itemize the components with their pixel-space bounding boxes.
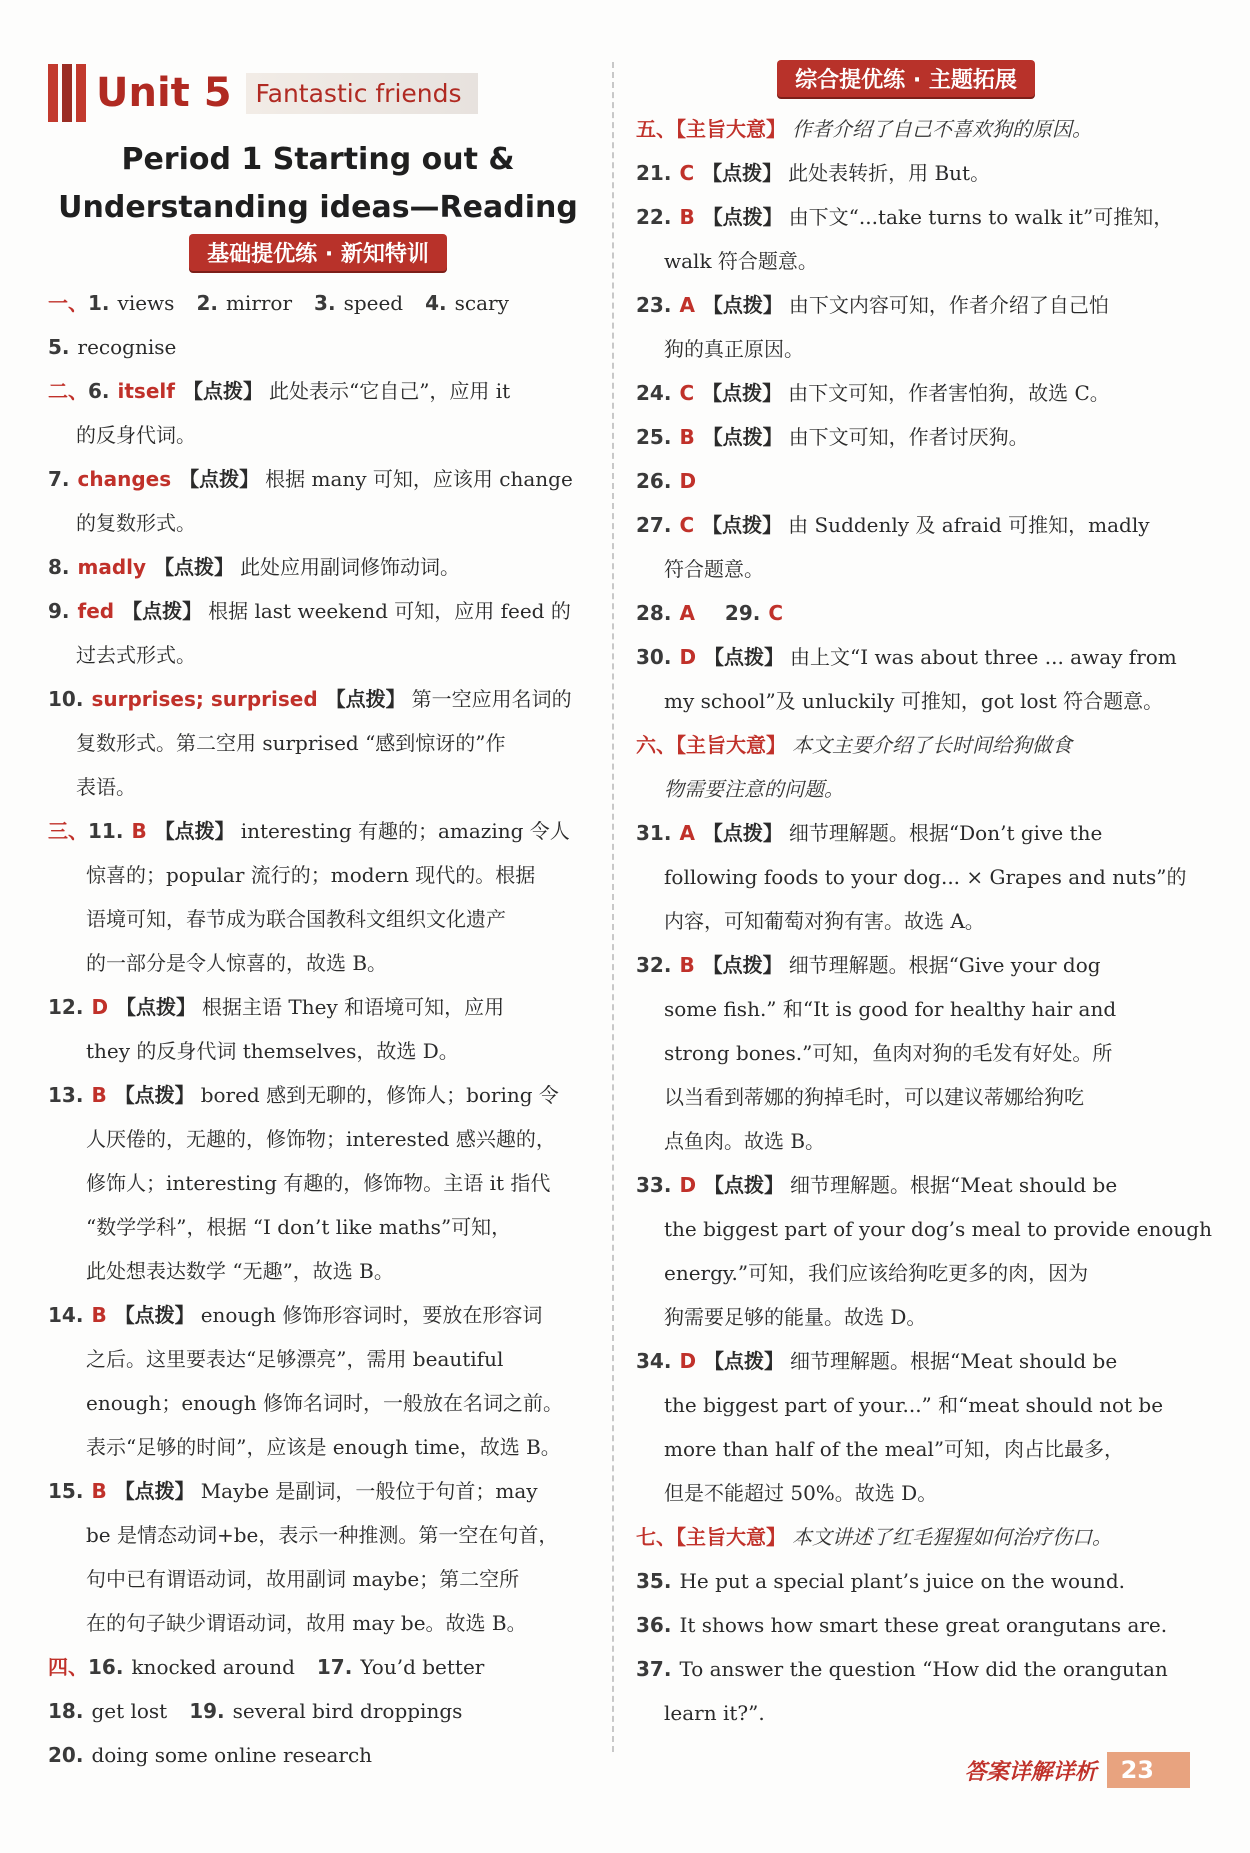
answer-line: 修饰人；interesting 有趣的，修饰物。主语 it 指代 <box>86 1171 551 1195</box>
answer-line: enough；enough 修饰名词时，一般放在名词之前。 <box>86 1391 564 1415</box>
answer-line: strong bones.”可知，鱼肉对狗的毛发有好处。所 <box>664 1041 1113 1065</box>
answer-line: walk 符合题意。 <box>664 249 818 273</box>
answer-line: 12. D 【点拨】 根据主语 They 和语境可知，应用 <box>48 995 505 1019</box>
answer-line: 33. D 【点拨】 细节理解题。根据“Meat should be <box>636 1173 1118 1197</box>
answer-line: 以当看到蒂娜的狗掉毛时，可以建议蒂娜给狗吃 <box>664 1085 1084 1109</box>
right-column <box>636 60 1212 1735</box>
answer-line: 34. D 【点拨】 细节理解题。根据“Meat should be <box>636 1349 1118 1373</box>
answer-line: 32. B 【点拨】 细节理解题。根据“Give your dog <box>636 953 1101 977</box>
answer-line: they 的反身代词 themselves，故选 D。 <box>86 1039 459 1063</box>
answer-line: 13. B 【点拨】 bored 感到无聊的，修饰人；boring 令 <box>48 1083 559 1107</box>
answer-line: 物需要注意的问题。 <box>664 777 844 801</box>
answer-line: 四、16. knocked around 17. You’d better <box>48 1655 485 1679</box>
answer-line: 过去式形式。 <box>76 643 196 667</box>
answer-line: 狗的真正原因。 <box>664 337 804 361</box>
answer-line: 二、6. itself 【点拨】 此处表示“它自己”，应用 it <box>48 379 511 403</box>
answer-line: 31. A 【点拨】 细节理解题。根据“Don’t give the <box>636 821 1103 845</box>
answer-line: 20. doing some online research <box>48 1743 373 1767</box>
answer-line: 24. C 【点拨】 由下文可知，作者害怕狗，故选 C。 <box>636 381 1110 405</box>
answer-line: 此处想表达数学 “无趣”，故选 B。 <box>86 1259 394 1283</box>
answer-line: 23. A 【点拨】 由下文内容可知，作者介绍了自己怕 <box>636 293 1109 317</box>
section-banner-basic: 基础提优练 · 新知特训 <box>189 234 447 271</box>
answer-line: the biggest part of your dog’s meal to provide enough <box>664 1217 1212 1241</box>
section-banner-advanced: 综合提优练 · 主题拓展 <box>777 60 1035 97</box>
answer-line: learn it?”. <box>664 1701 765 1725</box>
answer-line: 人厌倦的，无趣的，修饰物；interested 感兴趣的， <box>86 1127 556 1151</box>
answer-line: “数学学科”，根据 “I don’t like maths”可知， <box>86 1215 512 1239</box>
answer-line: 语境可知，春节成为联合国教科文组织文化遗产 <box>86 907 506 931</box>
answer-line: 五、【主旨大意】 作者介绍了自己不喜欢狗的原因。 <box>636 117 1092 141</box>
left-column <box>48 60 588 1777</box>
answer-line: 但是不能超过 50%。故选 D。 <box>664 1481 938 1505</box>
answer-line: 36. It shows how smart these great orangutans are. <box>636 1613 1168 1637</box>
answer-line: 之后。这里要表达“足够漂亮”，需用 beautiful <box>86 1347 504 1371</box>
page-footer <box>965 1752 1190 1788</box>
period-title <box>48 136 588 232</box>
answer-line: 惊喜的；popular 流行的；modern 现代的。根据 <box>86 863 536 887</box>
answer-line: 句中已有谓语动词，故用副词 maybe；第二空所 <box>86 1567 520 1591</box>
answer-line: 10. surprises; surprised 【点拨】 第一空应用名词的 <box>48 687 572 711</box>
answer-line: 9. fed 【点拨】 根据 last weekend 可知，应用 feed 的 <box>48 599 571 623</box>
answer-line: 狗需要足够的能量。故选 D。 <box>664 1305 927 1329</box>
answer-line: 21. C 【点拨】 此处表转折，用 But。 <box>636 161 991 185</box>
answer-line: 37. To answer the question “How did the orangutan <box>636 1657 1168 1681</box>
answer-line: 七、【主旨大意】 本文讲述了红毛猩猩如何治疗伤口。 <box>636 1525 1112 1549</box>
answer-line: be 是情态动词+be，表示一种推测。第一空在句首， <box>86 1523 559 1547</box>
answer-line: the biggest part of your...” 和“meat should not be <box>664 1393 1164 1417</box>
answer-line: 六、【主旨大意】 本文主要介绍了长时间给狗做食 <box>636 733 1072 757</box>
answer-line: 表示“足够的时间”，应该是 enough time，故选 B。 <box>86 1435 561 1459</box>
footer-label: 答案详解详析 <box>964 1759 1097 1785</box>
answer-line: 27. C 【点拨】 由 Suddenly 及 afraid 可推知，madly <box>636 513 1150 537</box>
answer-line: energy.”可知，我们应该给狗吃更多的肉，因为 <box>664 1261 1089 1285</box>
answer-line: 30. D 【点拨】 由上文“I was about three ... away from <box>636 645 1177 669</box>
answer-line: 三、11. B 【点拨】 interesting 有趣的；amazing 令人 <box>48 819 570 843</box>
answer-line: 的一部分是令人惊喜的，故选 B。 <box>86 951 388 975</box>
answer-line: 18. get lost 19. several bird droppings <box>48 1699 463 1723</box>
answer-line: following foods to your dog... × Grapes and nuts”的 <box>664 865 1187 889</box>
answer-line: 的反身代词。 <box>76 423 196 447</box>
answer-line: more than half of the meal”可知，肉占比最多， <box>664 1437 1125 1461</box>
unit-subtitle: Fantastic friends <box>246 73 478 114</box>
answer-line: 5. recognise <box>48 335 177 359</box>
answer-line: 一、1. views 2. mirror 3. speed 4. scary <box>48 291 509 315</box>
answer-line: 的复数形式。 <box>76 511 196 535</box>
answer-line: my school”及 unluckily 可推知，got lost 符合题意。 <box>664 689 1164 713</box>
answer-line: some fish.” 和“It is good for healthy hair and <box>664 997 1117 1021</box>
unit-title: Unit 5 <box>96 70 232 116</box>
answer-line: 25. B 【点拨】 由下文可知，作者讨厌狗。 <box>636 425 1029 449</box>
answer-line: 26. D <box>636 469 697 493</box>
answer-line: 28. A 29. C <box>636 601 784 625</box>
unit-bars-decoration <box>48 64 86 122</box>
answer-line: 7. changes 【点拨】 根据 many 可知，应该用 change <box>48 467 573 491</box>
answer-line: 14. B 【点拨】 enough 修饰形容词时，要放在形容词 <box>48 1303 543 1327</box>
answer-line: 35. He put a special plant’s juice on the wound. <box>636 1569 1125 1593</box>
answer-line: 在的句子缺少谓语动词，故用 may be。故选 B。 <box>86 1611 527 1635</box>
answer-line: 22. B 【点拨】 由下文“...take turns to walk it”可推知， <box>636 205 1174 229</box>
period-title-line1: Period 1 Starting out & <box>121 142 515 177</box>
answer-line: 15. B 【点拨】 Maybe 是副词，一般位于句首；may <box>48 1479 538 1503</box>
column-divider <box>612 62 614 1752</box>
answer-line: 复数形式。第二空用 surprised “感到惊讶的”作 <box>76 731 506 755</box>
unit-header <box>48 60 588 126</box>
period-title-line2: Understanding ideas—Reading <box>58 190 578 225</box>
answer-line: 内容，可知葡萄对狗有害。故选 A。 <box>664 909 985 933</box>
answer-line: 8. madly 【点拨】 此处应用副词修饰动词。 <box>48 555 461 579</box>
answer-line: 符合题意。 <box>664 557 764 581</box>
answer-line: 表语。 <box>76 775 136 799</box>
answer-line: 点鱼肉。故选 B。 <box>664 1129 826 1153</box>
page-number: 23 <box>1107 1752 1190 1788</box>
